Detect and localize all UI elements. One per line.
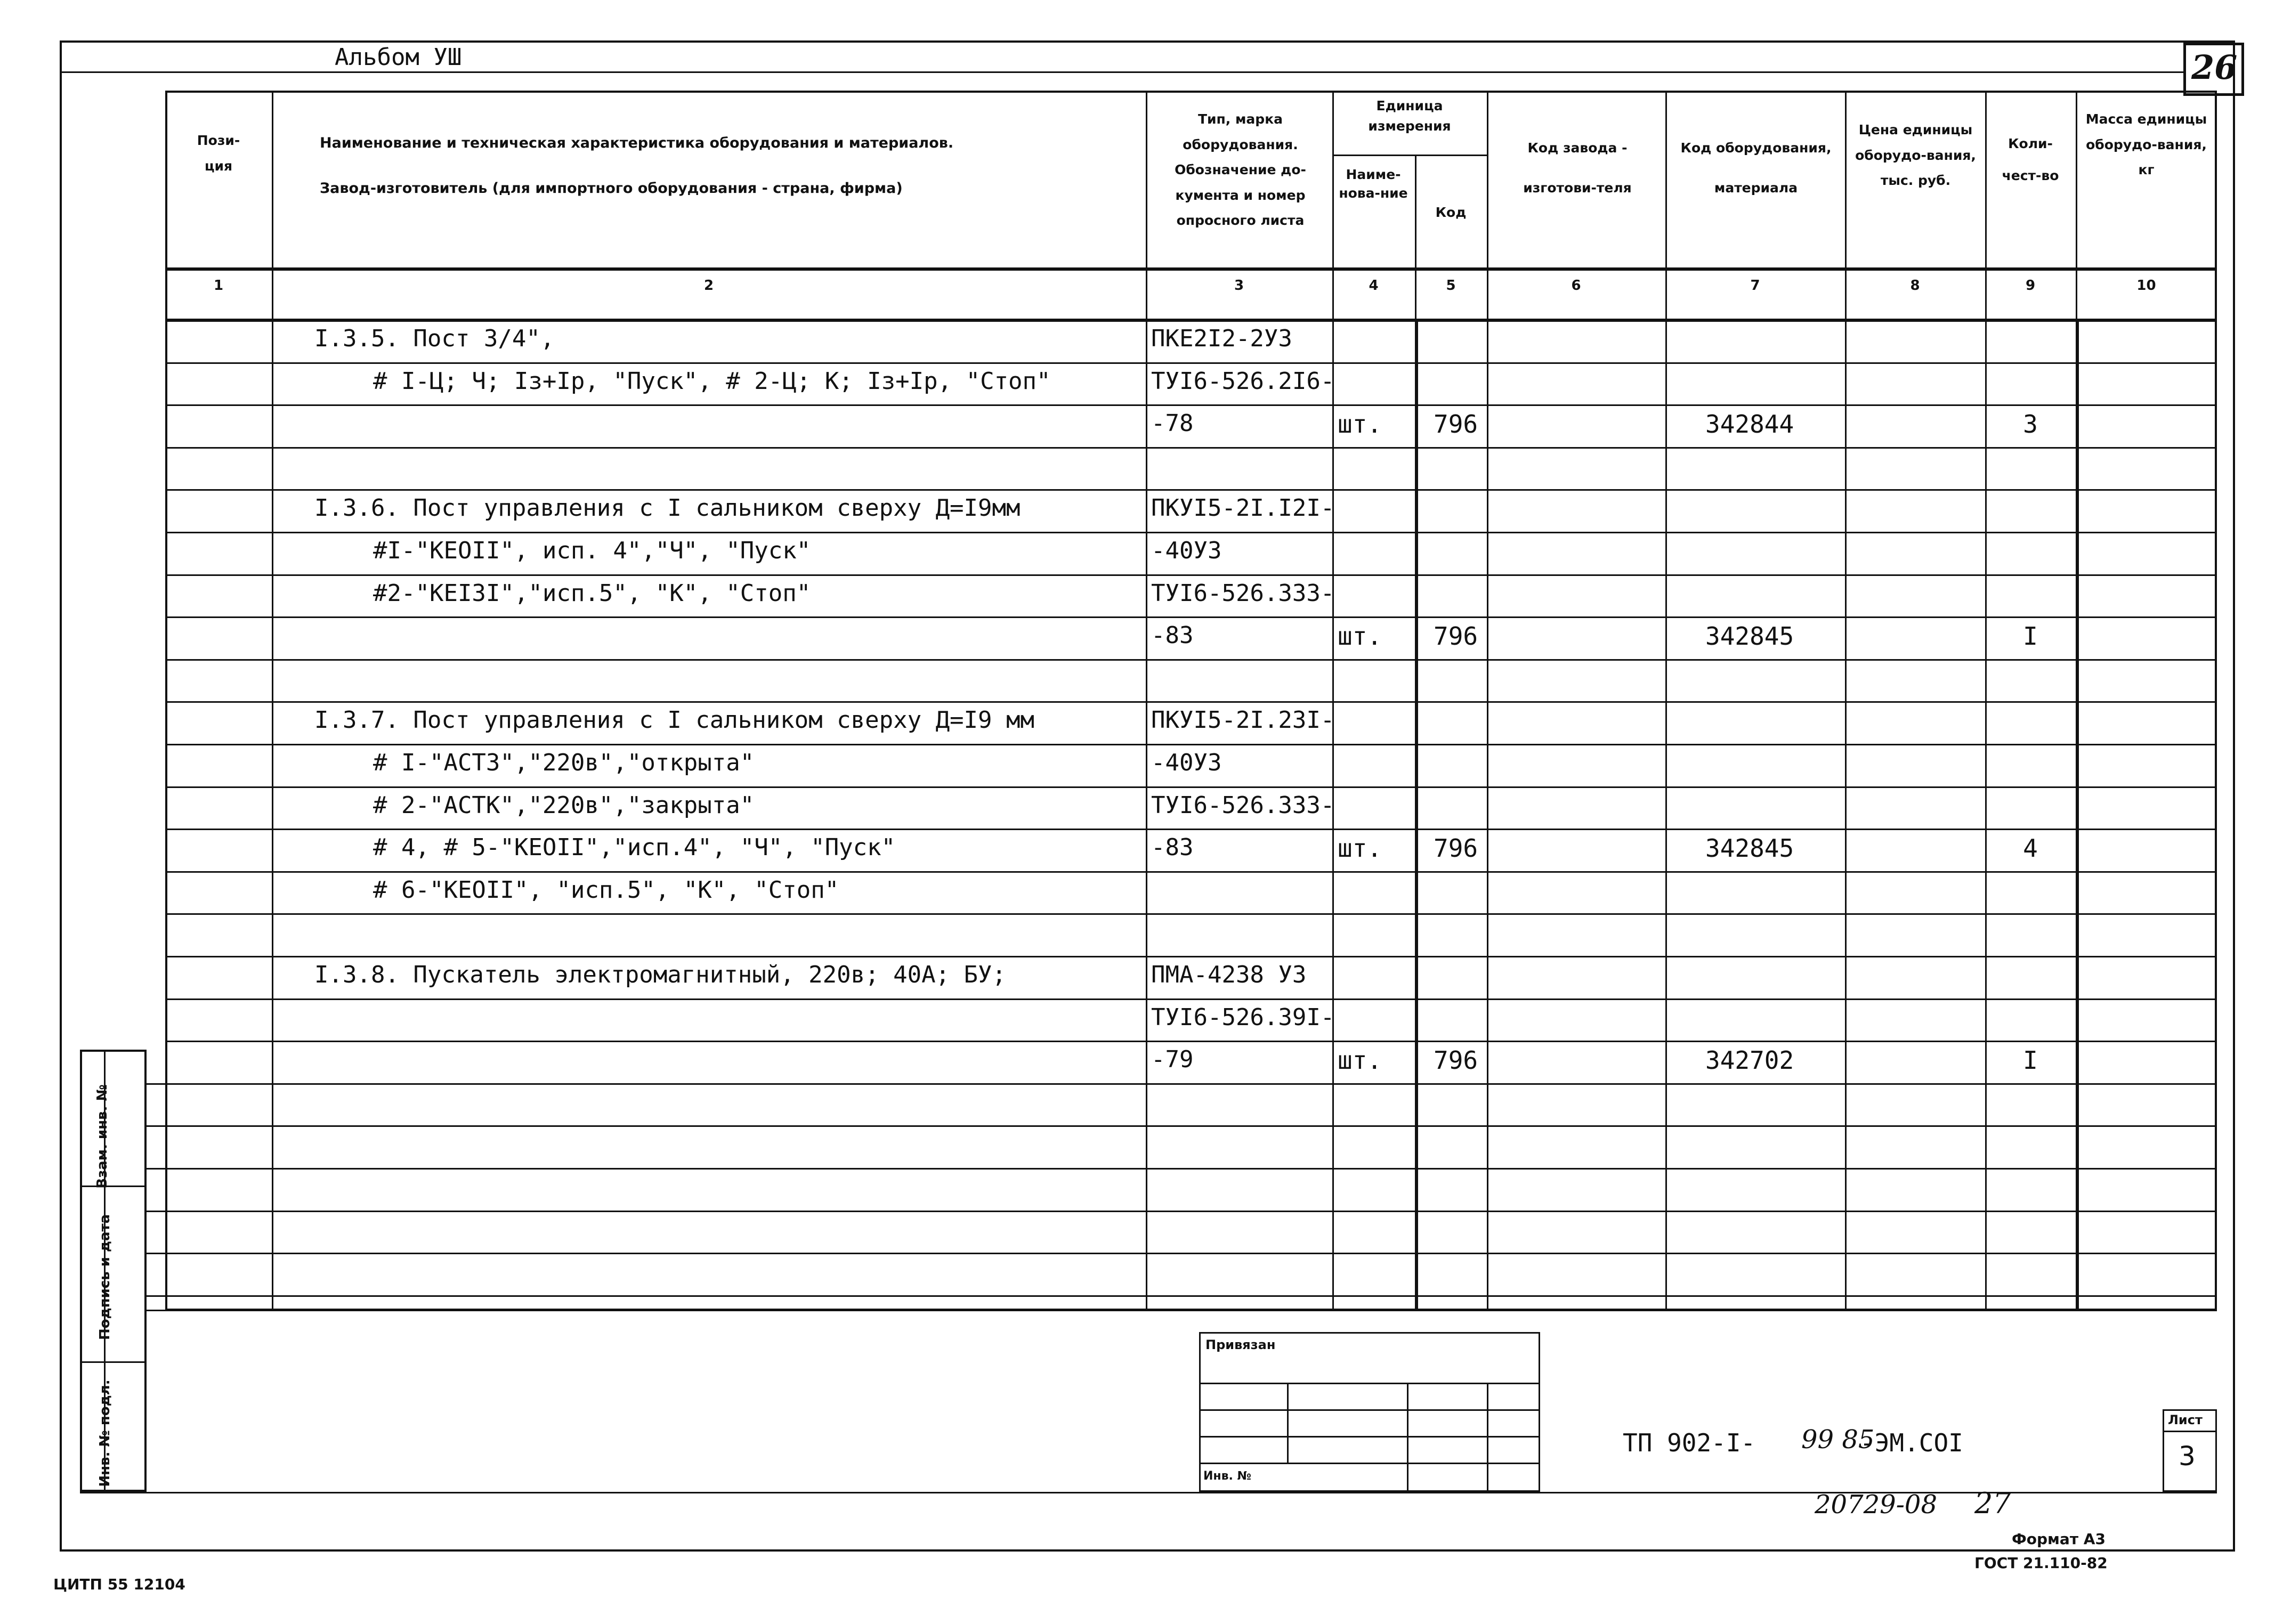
item-name: # I-Ц; Ч; Iз+Iр, "Пуск", # 2-Ц; К; Iз+Iр, "Стоп" (373, 367, 1051, 395)
item-type: -79 (1151, 1046, 1194, 1074)
bound-line-2 (1199, 1409, 1540, 1411)
header-quantity: Коли-чест-во (2002, 136, 2059, 183)
table-row (0, 532, 2291, 574)
table-row (0, 786, 2291, 829)
bound-v-1 (1287, 1383, 1289, 1463)
item-unit: шт. (1338, 1046, 1382, 1075)
item-name: # 4, # 5-"КЕОII","исп.4", "Ч", "Пуск" (373, 834, 896, 862)
item-name: I.3.6. Пост управления с I сальником сверху Д=I9мм (314, 494, 1021, 522)
column-number: 5 (1446, 278, 1456, 294)
bound-line-1 (1199, 1383, 1540, 1384)
column-number: 8 (1910, 278, 1920, 294)
table-row (0, 956, 2291, 998)
table-row (0, 404, 2291, 447)
table-row (0, 1041, 2291, 1083)
item-quantity: 3 (2023, 410, 2038, 439)
column-number: 4 (1369, 278, 1379, 294)
album-title: Альбом УШ (335, 44, 462, 71)
item-name: I.3.7. Пост управления с I сальником сверху Д=I9 мм (314, 707, 1035, 734)
item-type: ПКУI5-2I.23I- (1151, 707, 1335, 734)
item-unit-code: 796 (1434, 1046, 1478, 1075)
item-unit: шт. (1338, 622, 1382, 651)
item-name: I.3.8. Пускатель электромагнитный, 220в; 40А; БУ; (314, 961, 1007, 988)
header-name-line1: Наименование и техническая характеристика оборудования и материалов. (320, 135, 954, 151)
title-block-top (147, 1310, 2217, 1311)
item-type: -83 (1151, 622, 1194, 649)
item-type: ТУI6-526.39I- (1151, 1003, 1335, 1031)
item-quantity: I (2023, 622, 2038, 651)
row-line (147, 1083, 2217, 1085)
item-type: ПМА-4238 У3 (1151, 961, 1307, 988)
table-row (0, 574, 2291, 617)
item-name: I.3.5. Пост 3/4", (314, 325, 555, 352)
header-equipment-code: Код оборудования, материала (1680, 140, 1832, 196)
bound-line-4 (1199, 1463, 1540, 1464)
header-bottom-line (165, 267, 2217, 271)
item-type: ТУI6-526.2I6- (1151, 367, 1335, 395)
item-unit: шт. (1338, 410, 1382, 439)
item-type: -83 (1151, 834, 1194, 862)
header-unit-group: Единица измерения (1368, 98, 1451, 134)
standard-label: ГОСТ 21.110-82 (1974, 1554, 2108, 1572)
header-unit-mass: Масса единицы оборудо-вания, кг (2085, 111, 2207, 177)
table-row (0, 447, 2291, 490)
header-type: Тип, марка оборудования. Обозначение до-кумента и номер опросного листа (1175, 111, 1306, 228)
page-number: 26 (2191, 48, 2238, 87)
item-type: ПКУI5-2I.I2I- (1151, 494, 1335, 522)
bound-v-2 (1407, 1383, 1408, 1492)
item-name: # 6-"КЕОII", "исп.5", "К", "Стоп" (373, 876, 839, 904)
row-line (147, 1295, 2217, 1297)
header-plant-code: Код завода - изготови-теля (1523, 140, 1632, 196)
item-unit-code: 796 (1434, 410, 1478, 439)
table-row (0, 998, 2291, 1041)
table-row (0, 362, 2291, 405)
table-row (0, 659, 2291, 702)
row-line (147, 1211, 2217, 1212)
sheet-number: 3 (2179, 1441, 2196, 1472)
side-divider-1 (80, 1185, 147, 1187)
doc-code-handwritten: 99 85 (1801, 1425, 1875, 1455)
header-unit-price: Цена единицы оборудо-вания, тыс. руб. (1855, 122, 1976, 188)
item-type: ТУI6-526.333- (1151, 579, 1335, 607)
table-row (0, 616, 2291, 659)
item-equipment-code: 342845 (1705, 834, 1794, 863)
header-unit-code: Код (1435, 205, 1467, 220)
bound-line-3 (1199, 1436, 1540, 1438)
column-number: 2 (703, 278, 714, 294)
side-divider-2 (80, 1361, 147, 1363)
sheet-label: Лист (2168, 1412, 2203, 1427)
table-row (0, 871, 2291, 914)
bound-label: Привязан (1205, 1337, 1276, 1352)
item-name: #I-"КЕОII", исп. 4","Ч", "Пуск" (373, 537, 811, 564)
item-equipment-code: 342844 (1705, 410, 1794, 439)
table-row (0, 913, 2291, 956)
header-group-line (1332, 155, 1487, 156)
item-quantity: 4 (2023, 834, 2038, 863)
item-name: # I-"АСТЗ","220в","открыта" (373, 749, 755, 776)
item-type: ПКЕ2I2-2У3 (1151, 325, 1292, 352)
table-row (0, 829, 2291, 871)
column-number: 1 (213, 278, 224, 294)
table-row (0, 489, 2291, 532)
column-number: 6 (1571, 278, 1581, 294)
side-label-signature: Подпись и дата (97, 1214, 113, 1340)
side-label-replacement: Взам. инв. № (94, 1084, 110, 1189)
archive-number: 20729-08 (1815, 1490, 1937, 1520)
header-name-line2: Завод-изготовитель (для импортного оборудования - страна, фирма) (320, 180, 903, 197)
item-type: -40У3 (1151, 537, 1222, 564)
item-type: -40У3 (1151, 749, 1222, 776)
item-equipment-code: 342702 (1705, 1046, 1794, 1075)
inv-label: Инв. № (1203, 1469, 1252, 1483)
archive-page: 27 (1974, 1487, 2011, 1520)
doc-code-prefix: ТП 902-I- (1623, 1428, 1756, 1457)
bound-stamp (1199, 1332, 1540, 1492)
item-type: -78 (1151, 410, 1194, 437)
side-label-original-inv: Инв. № подл. (97, 1379, 113, 1487)
row-line (147, 1125, 2217, 1127)
item-type: ТУI6-526.333- (1151, 791, 1335, 819)
item-name: #2-"КЕI3I","исп.5", "К", "Стоп" (373, 579, 811, 607)
doc-code-suffix: -ЭМ.СОI (1860, 1428, 1963, 1457)
bound-v-3 (1487, 1383, 1488, 1492)
album-header-line (60, 71, 2183, 73)
column-number: 7 (1750, 278, 1760, 294)
header-position: Пози- ция (197, 133, 240, 174)
item-quantity: I (2023, 1046, 2038, 1075)
item-unit: шт. (1338, 834, 1382, 863)
row-line (147, 1253, 2217, 1254)
column-number: 3 (1234, 278, 1244, 294)
table-row (0, 320, 2291, 362)
side-divider-v (104, 1050, 106, 1492)
column-number: 10 (2136, 278, 2156, 294)
item-name: # 2-"АСТК","220в","закрыта" (373, 791, 755, 819)
item-unit-code: 796 (1434, 834, 1478, 863)
format-label: Формат А3 (2012, 1530, 2106, 1548)
row-line (147, 1168, 2217, 1170)
table-row (0, 701, 2291, 744)
printer-label: ЦИТП 55 12104 (53, 1576, 185, 1593)
item-unit-code: 796 (1434, 622, 1478, 651)
signature-column-frame (80, 1050, 147, 1492)
table-row (0, 744, 2291, 786)
item-equipment-code: 342845 (1705, 622, 1794, 651)
header-unit-name: Наиме-нова-ние (1339, 167, 1408, 201)
column-number: 9 (2025, 278, 2036, 294)
sheet-box-line (2163, 1431, 2217, 1432)
